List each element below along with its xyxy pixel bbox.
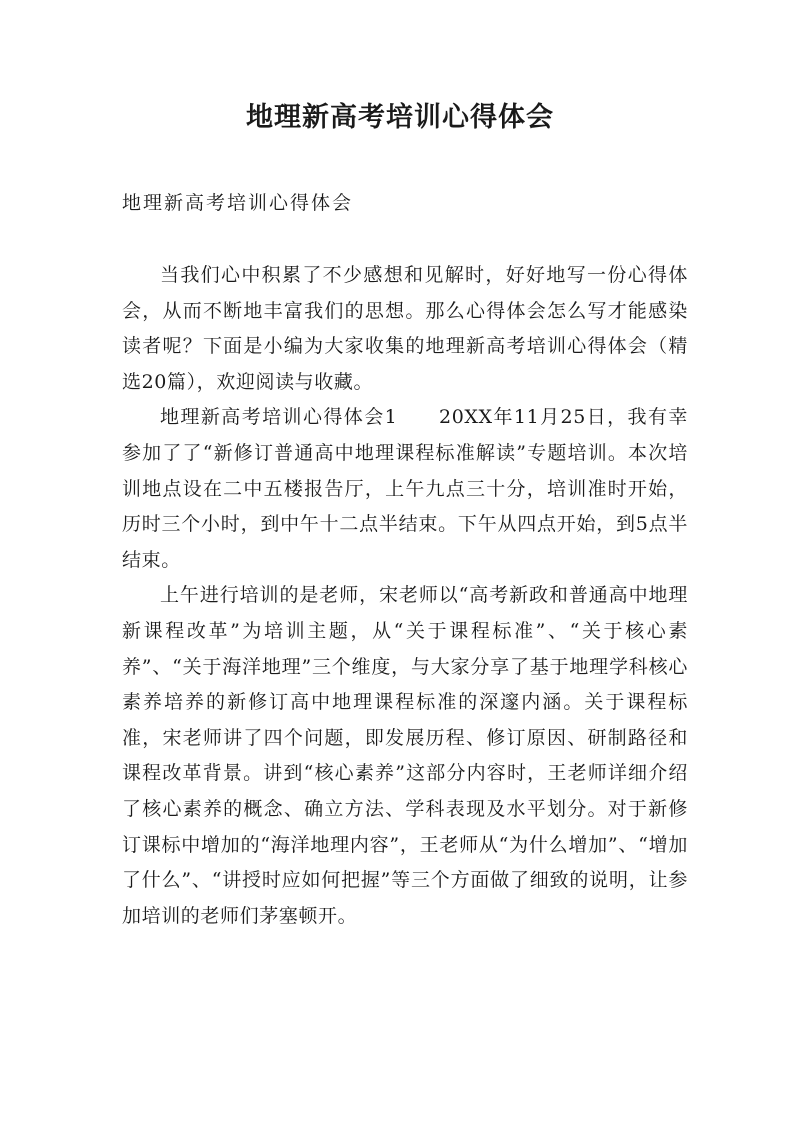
paragraph-morning-training: 上午进行培训的是老师，宋老师以“高考新政和普通高中地理新课程改革”为培训主题，从“关于课程标准”、“关于核心素养”、“关于海洋地理”三个维度，与大家分享了基于地理学科核心素养培养的新修订高中地理课程标准的深邃内涵。关于课程标准，宋老师讲了四个问题，即发展历程、修订原因、研制路径和课程改革背景。讲到“核心素养”这部分内容时，王老师详细介绍了核心素养的概念、确立方法、学科表现及水平划分。对于新修订课标中增加的“海洋地理内容”，王老师从“为什么增加”、“增加了什么”、“讲授时应如何把握”等三个方面做了细致的说明，让参加培训的老师们茅塞顿开。 xyxy=(122,584,688,927)
paragraph-section-1: 地理新高考培训心得体会1 20XX年11月25日，我有幸参加了了“新修订普通高中地理课程标准解读”专题培训。本次培训地点设在二中五楼报告厅，上午九点三十分，培训准时开始，历时三个小时，到中午十二点半结束。下午从四点开始，到5点半结束。 xyxy=(122,406,688,571)
document-body xyxy=(122,258,688,934)
paragraph-intro: 当我们心中积累了不少感想和见解时，好好地写一份心得体会，从而不断地丰富我们的思想。那么心得体会怎么写才能感染读者呢？下面是小编为大家收集的地理新高考培训心得体会（精选20篇），欢迎阅读与收藏。 xyxy=(122,264,688,393)
document-subtitle: 地理新高考培训心得体会 xyxy=(122,192,354,214)
document-title: 地理新高考培训心得体会 xyxy=(246,102,554,133)
